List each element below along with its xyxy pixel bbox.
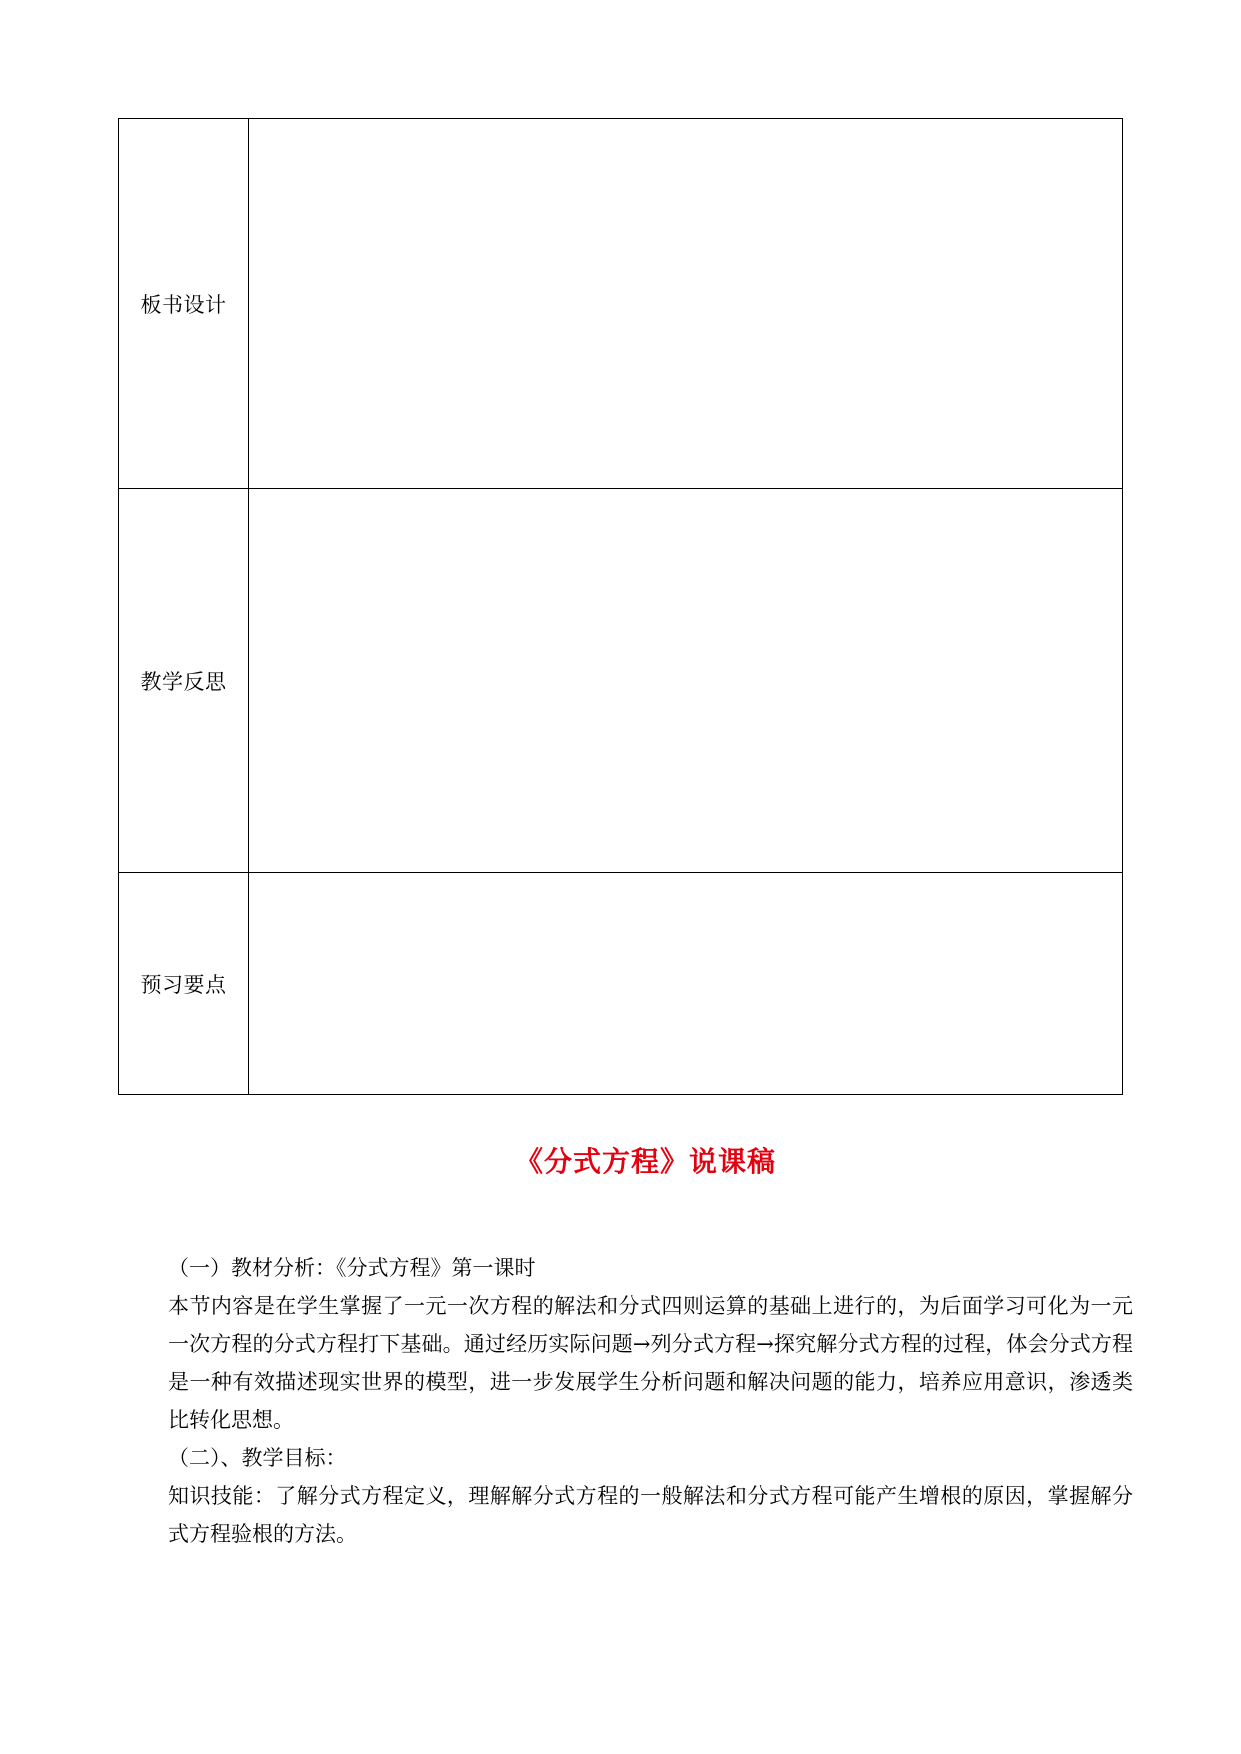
document-body — [168, 1249, 1133, 1553]
lesson-plan-table — [118, 118, 1123, 1095]
table-row-preview-points — [119, 873, 1123, 1095]
section-heading-teaching-goals: （二）、教学目标： — [168, 1446, 347, 1470]
paragraph-knowledge-skills: 知识技能：了解分式方程定义，理解解分式方程的一般解法和分式方程可能产生增根的原因，掌握解分式方程验根的方法。 — [168, 1484, 1133, 1546]
board-design-content — [249, 119, 1123, 489]
paragraph-material-analysis: 本节内容是在学生掌握了一元一次方程的解法和分式四则运算的基础上进行的，为后面学习可化为一元一次方程的分式方程打下基础。通过经历实际问题→列分式方程→探究解分式方程的过程，体会分式方程是一种有效描述现实世界的模型，进一步发展学生分析问题和解决问题的能力，培养应用意识，渗透类比转化思想。 — [168, 1294, 1133, 1432]
teaching-reflection-label: 教学反思 — [119, 489, 249, 873]
document-title: 《分式方程》说课稿 — [514, 1145, 776, 1178]
preview-points-content — [249, 873, 1123, 1095]
teaching-reflection-content — [249, 489, 1123, 873]
board-design-label: 板书设计 — [119, 119, 249, 489]
table-row-board-design — [119, 119, 1123, 489]
section-heading-material-analysis: （一）教材分析：《分式方程》第一课时 — [168, 1256, 536, 1280]
preview-points-label: 预习要点 — [119, 873, 249, 1095]
table-row-teaching-reflection — [119, 489, 1123, 873]
